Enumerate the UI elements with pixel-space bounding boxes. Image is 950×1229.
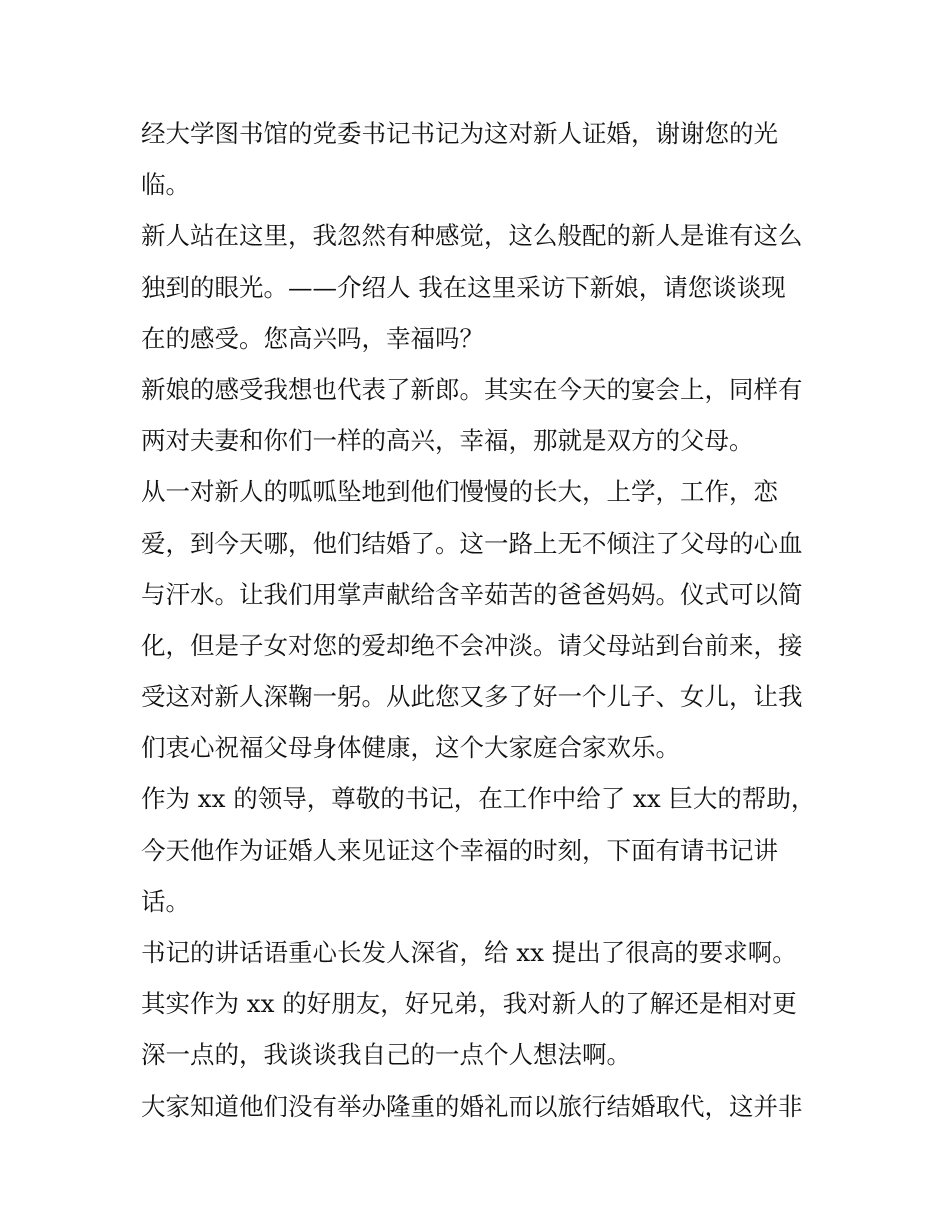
text-line: 话。 bbox=[141, 886, 190, 916]
text-line: 书记的讲话语重心长发人深省，给 xx 提出了很高的要求啊。 bbox=[141, 938, 797, 967]
text-line: 与汗水。让我们用掌声献给含辛茹苦的爸爸妈妈。仪式可以简 bbox=[141, 579, 803, 609]
text-line: 新人站在这里，我忽然有种感觉，这么般配的新人是谁有这么 bbox=[141, 221, 803, 251]
text-line: 大家知道他们没有举办隆重的婚礼而以旅行结婚取代，这并非 bbox=[141, 1091, 803, 1121]
text-line: 们衷心祝福父母身体健康，这个大家庭合家欢乐。 bbox=[141, 733, 680, 763]
text-line: 从一对新人的呱呱坠地到他们慢慢的长大，上学，工作，恋 bbox=[141, 477, 778, 507]
text-line: 化，但是子女对您的爱却绝不会冲淡。请父母站到台前来，接 bbox=[141, 630, 803, 660]
document-body bbox=[141, 108, 821, 1132]
text-line: 爱，到今天哪，他们结婚了。这一路上无不倾注了父母的心血 bbox=[141, 528, 803, 558]
text-line: 受这对新人深鞠一躬。从此您又多了好一个儿子、女儿，让我 bbox=[141, 682, 803, 712]
text-line: 作为 xx 的领导，尊敬的书记，在工作中给了 xx 巨大的帮助， bbox=[141, 784, 816, 814]
text-line: 新娘的感受我想也代表了新郎。其实在今天的宴会上，同样有 bbox=[141, 374, 803, 404]
text-line: 在的感受。您高兴吗，幸福吗？ bbox=[141, 323, 484, 353]
text-line: 临。 bbox=[141, 170, 190, 200]
text-line: 其实作为 xx 的好朋友，好兄弟，我对新人的了解还是相对更 bbox=[141, 989, 797, 1019]
text-line: 今天他作为证婚人来见证这个幸福的时刻，下面有请书记讲 bbox=[141, 835, 778, 865]
text-line: 独到的眼光。——介绍人 我在这里采访下新娘，请您谈谈现 bbox=[141, 272, 786, 302]
text-line: 两对夫妻和你们一样的高兴，幸福，那就是双方的父母。 bbox=[141, 426, 754, 456]
text-line: 经大学图书馆的党委书记书记为这对新人证婚，谢谢您的光 bbox=[141, 119, 778, 148]
text-line: 深一点的，我谈谈我自己的一点个人想法啊。 bbox=[141, 1040, 631, 1070]
